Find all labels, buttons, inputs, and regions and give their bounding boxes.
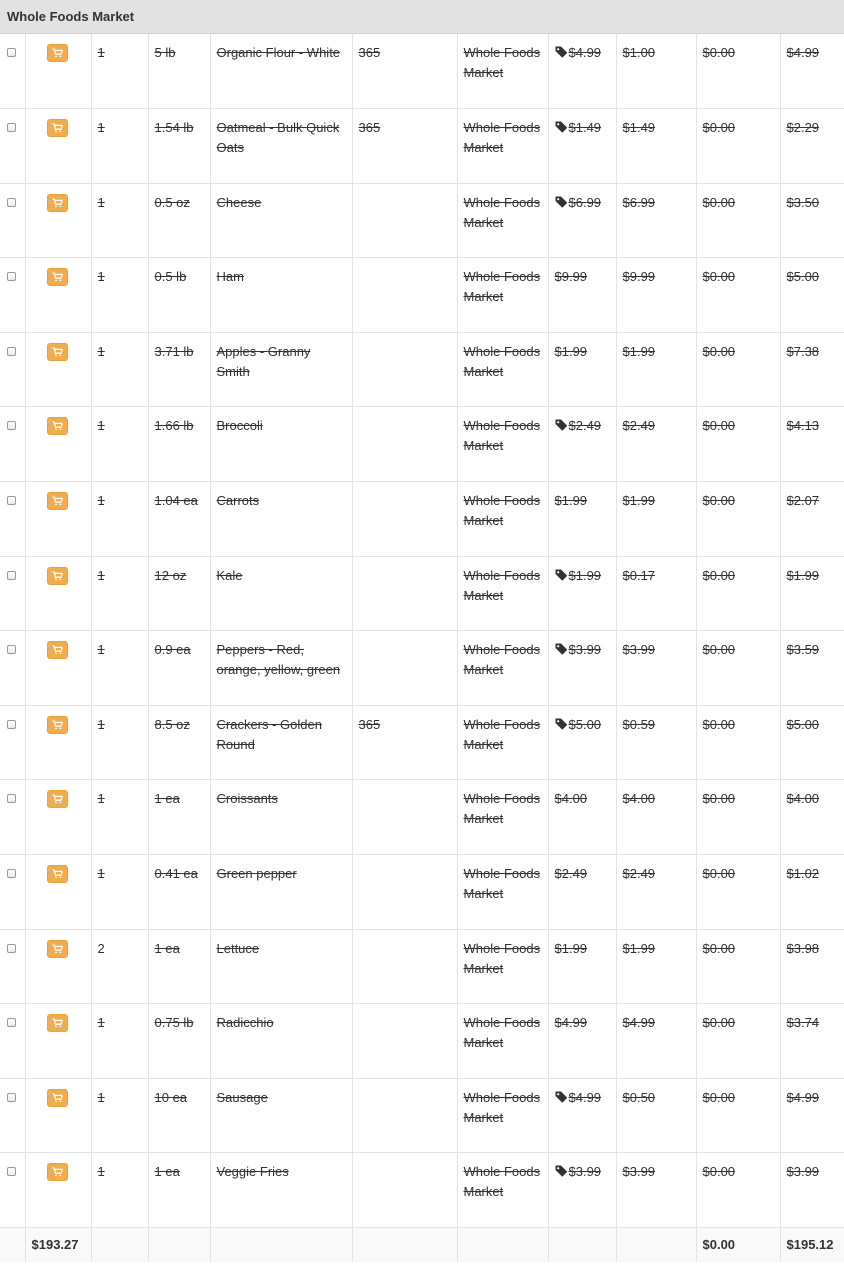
row-checkbox[interactable]: [7, 645, 16, 654]
item-quantity: 1: [97, 1164, 105, 1180]
item-name: Peppers - Red, orange, yellow, green: [216, 642, 341, 678]
item-size: 1 ea: [154, 1164, 180, 1180]
add-to-cart-button[interactable]: [47, 417, 68, 435]
add-to-cart-button[interactable]: [47, 1163, 68, 1181]
item-discount: $0.00: [702, 418, 736, 434]
item-store: Whole Foods Market: [463, 45, 541, 80]
table-row: [0, 1153, 844, 1228]
item-name: Sausage: [216, 1089, 268, 1105]
table-row: [0, 705, 844, 780]
discount-total-value: $0.00: [696, 1228, 780, 1262]
add-to-cart-button[interactable]: [47, 567, 68, 585]
item-store: Whole Foods Market: [463, 866, 541, 902]
table-row: [0, 258, 844, 333]
item-discount: $0.00: [702, 1164, 736, 1180]
add-to-cart-button[interactable]: [47, 194, 68, 212]
item-store: Whole Foods Market: [463, 1015, 541, 1051]
table-row: [0, 109, 844, 184]
item-price: $1.49: [568, 120, 602, 136]
item-name: Ham: [216, 269, 244, 285]
add-to-cart-button[interactable]: [47, 492, 68, 510]
item-quantity: 1: [97, 493, 105, 509]
table-row: [0, 407, 844, 482]
item-price: $1.99: [554, 940, 588, 956]
item-store: Whole Foods Market: [463, 1089, 541, 1125]
item-quantity: 1: [97, 567, 105, 583]
shopping-cart-icon: [52, 1167, 63, 1177]
add-to-cart-button[interactable]: [47, 343, 68, 361]
table-row: [0, 780, 844, 855]
item-name: Broccoli: [216, 418, 263, 434]
row-checkbox[interactable]: [7, 421, 16, 430]
item-size: 1 ea: [154, 791, 180, 807]
item-price: $4.00: [554, 791, 588, 807]
item-name: Carrots: [216, 493, 260, 509]
row-checkbox[interactable]: [7, 944, 16, 953]
item-name: Crackers - Golden Round: [216, 716, 322, 752]
table-row: [0, 332, 844, 407]
item-discount: $0.00: [702, 194, 736, 210]
row-checkbox[interactable]: [7, 1167, 16, 1176]
add-to-cart-button[interactable]: [47, 865, 68, 883]
item-discount: $0.00: [702, 45, 736, 60]
item-size: 1.54 lb: [154, 120, 194, 136]
shopping-cart-icon: [52, 1018, 63, 1028]
row-checkbox[interactable]: [7, 272, 16, 281]
item-quantity: 1: [97, 418, 105, 434]
row-checkbox[interactable]: [7, 1018, 16, 1027]
item-unit-price: $0.50: [622, 1089, 656, 1105]
add-to-cart-button[interactable]: [47, 716, 68, 734]
row-checkbox[interactable]: [7, 347, 16, 356]
row-checkbox[interactable]: [7, 123, 16, 132]
item-quantity: 1: [97, 1089, 105, 1105]
item-quantity: 1: [97, 1015, 105, 1031]
item-discount: $0.00: [702, 791, 736, 807]
price-tag-icon: [555, 46, 568, 58]
row-checkbox[interactable]: [7, 496, 16, 505]
shopping-cart-icon: [52, 720, 63, 730]
item-size: 0.75 lb: [154, 1015, 194, 1031]
table-row: [0, 482, 844, 557]
shopping-cart-icon: [52, 944, 63, 954]
row-checkbox[interactable]: [7, 720, 16, 729]
shopping-list-table: [0, 34, 844, 1262]
item-quantity: 2: [97, 940, 105, 956]
item-size: 1.04 ea: [154, 493, 198, 509]
item-store: Whole Foods Market: [463, 343, 541, 379]
item-unit-price: $1.00: [622, 45, 656, 60]
table-row: [0, 631, 844, 706]
table-row: [0, 929, 844, 1004]
item-discount: $0.00: [702, 1089, 736, 1105]
item-store: Whole Foods Market: [463, 940, 541, 976]
item-total: $1.99: [786, 567, 820, 583]
table-row: [0, 556, 844, 631]
item-unit-price: $4.99: [622, 1015, 656, 1031]
item-name: Organic Flour - White: [216, 45, 341, 60]
item-unit-price: $0.17: [622, 567, 656, 583]
shopping-cart-icon: [52, 571, 63, 581]
item-total: $5.00: [786, 716, 820, 732]
item-quantity: 1: [97, 866, 105, 882]
row-checkbox[interactable]: [7, 48, 16, 57]
shopping-cart-icon: [52, 48, 63, 58]
item-discount: $0.00: [702, 343, 736, 359]
item-unit-price: $1.49: [622, 120, 656, 136]
add-to-cart-button[interactable]: [47, 1014, 68, 1032]
item-store: Whole Foods Market: [463, 194, 541, 230]
item-price: $3.99: [568, 1164, 602, 1180]
row-checkbox[interactable]: [7, 198, 16, 207]
item-unit-price: $1.99: [622, 343, 656, 359]
item-size: 3.71 lb: [154, 343, 194, 359]
shopping-cart-icon: [52, 123, 63, 133]
item-size: 8.5 oz: [154, 716, 190, 732]
item-quantity: 1: [97, 642, 105, 658]
add-to-cart-button[interactable]: [47, 641, 68, 659]
item-discount: $0.00: [702, 642, 736, 658]
add-to-cart-button[interactable]: [47, 44, 68, 62]
item-unit-price: $6.99: [622, 194, 656, 210]
item-name: Apples - Granny Smith: [216, 343, 311, 379]
row-checkbox[interactable]: [7, 1093, 16, 1102]
item-unit-price: $2.49: [622, 418, 656, 434]
item-price: $6.99: [568, 194, 602, 210]
item-price: $1.99: [568, 567, 602, 583]
item-size: 5 lb: [154, 45, 176, 60]
item-brand: 365: [358, 120, 381, 136]
shopping-cart-icon: [52, 198, 63, 208]
item-quantity: 1: [97, 45, 105, 60]
store-name: Whole Foods Market: [7, 9, 135, 24]
item-size: 0.41 ea: [154, 866, 198, 882]
item-total: $3.98: [786, 940, 820, 956]
shopping-cart-icon: [52, 496, 63, 506]
price-tag-icon: [555, 643, 568, 655]
shopping-cart-icon: [52, 347, 63, 357]
item-name: Green pepper: [216, 866, 297, 882]
item-price: $4.99: [554, 1015, 588, 1031]
item-unit-price: $2.49: [622, 866, 656, 882]
item-total: $3.50: [786, 194, 820, 210]
item-quantity: 1: [97, 791, 105, 807]
price-tag-icon: [555, 419, 568, 431]
item-store: Whole Foods Market: [463, 1164, 541, 1200]
totals-row: [0, 1228, 844, 1262]
item-price: $1.99: [554, 343, 588, 359]
item-brand: 365: [358, 716, 381, 732]
table-row: [0, 34, 844, 109]
store-header: [0, 0, 844, 34]
item-price: $1.99: [554, 493, 588, 509]
grand-total-value: $195.12: [780, 1228, 844, 1262]
item-price: $2.49: [568, 418, 602, 434]
add-to-cart-button[interactable]: [47, 1089, 68, 1107]
item-total: $2.07: [786, 493, 820, 509]
item-total: $2.29: [786, 120, 820, 136]
price-tag-icon: [555, 1091, 568, 1103]
item-store: Whole Foods Market: [463, 567, 541, 603]
item-discount: $0.00: [702, 866, 736, 882]
item-discount: $0.00: [702, 716, 736, 732]
add-to-cart-button[interactable]: [47, 790, 68, 808]
item-name: Croissants: [216, 791, 278, 807]
item-unit-price: $9.99: [622, 269, 656, 285]
add-to-cart-button[interactable]: [47, 268, 68, 286]
table-row: [0, 183, 844, 258]
item-total: $4.00: [786, 791, 820, 807]
price-tag-icon: [555, 121, 568, 133]
item-price: $4.99: [568, 45, 602, 60]
item-store: Whole Foods Market: [463, 269, 541, 305]
shopping-cart-icon: [52, 421, 63, 431]
item-total: $4.13: [786, 418, 820, 434]
item-store: Whole Foods Market: [463, 791, 541, 827]
item-price: $3.99: [568, 642, 602, 658]
item-unit-price: $1.99: [622, 940, 656, 956]
item-quantity: 1: [97, 716, 105, 732]
item-name: Kale: [216, 567, 243, 583]
item-name: Cheese: [216, 194, 262, 210]
item-discount: $0.00: [702, 1015, 736, 1031]
item-total: $7.38: [786, 343, 820, 359]
row-checkbox[interactable]: [7, 794, 16, 803]
item-unit-price: $4.00: [622, 791, 656, 807]
price-tag-icon: [555, 196, 568, 208]
item-discount: $0.00: [702, 269, 736, 285]
item-size: 12 oz: [154, 567, 187, 583]
item-name: Radicchio: [216, 1015, 274, 1031]
item-total: $4.99: [786, 45, 820, 60]
item-total: $3.74: [786, 1015, 820, 1031]
add-to-cart-button[interactable]: [47, 940, 68, 958]
table-row: [0, 855, 844, 930]
item-total: $5.00: [786, 269, 820, 285]
item-total: $3.99: [786, 1164, 820, 1180]
item-discount: $0.00: [702, 567, 736, 583]
item-unit-price: $3.99: [622, 1164, 656, 1180]
item-price: $4.99: [568, 1089, 602, 1105]
item-size: 0.5 oz: [154, 194, 190, 210]
subtotal-value: $193.27: [25, 1228, 91, 1262]
item-name: Oatmeal - Bulk Quick Oats: [216, 120, 340, 156]
item-unit-price: $1.99: [622, 493, 656, 509]
item-brand: 365: [358, 45, 381, 60]
item-store: Whole Foods Market: [463, 120, 541, 156]
item-price: $2.49: [554, 866, 588, 882]
item-store: Whole Foods Market: [463, 493, 541, 529]
item-price: $5.00: [568, 716, 602, 732]
item-name: Veggie Fries: [216, 1164, 289, 1180]
item-total: $4.99: [786, 1089, 820, 1105]
item-size: 1.66 lb: [154, 418, 194, 434]
shopping-cart-icon: [52, 1093, 63, 1103]
price-tag-icon: [555, 569, 568, 581]
shopping-cart-icon: [52, 272, 63, 282]
shopping-cart-icon: [52, 645, 63, 655]
item-discount: $0.00: [702, 940, 736, 956]
item-size: 0.5 lb: [154, 269, 187, 285]
item-quantity: 1: [97, 269, 105, 285]
item-unit-price: $0.59: [622, 716, 656, 732]
shopping-cart-icon: [52, 869, 63, 879]
item-quantity: 1: [97, 194, 105, 210]
row-checkbox[interactable]: [7, 869, 16, 878]
add-to-cart-button[interactable]: [47, 119, 68, 137]
item-quantity: 1: [97, 120, 105, 136]
item-store: Whole Foods Market: [463, 716, 541, 752]
item-store: Whole Foods Market: [463, 418, 541, 454]
shopping-cart-icon: [52, 794, 63, 804]
price-tag-icon: [555, 1165, 568, 1177]
item-quantity: 1: [97, 343, 105, 359]
item-size: 1 ea: [154, 940, 180, 956]
item-price: $9.99: [554, 269, 588, 285]
item-name: Lettuce: [216, 940, 260, 956]
item-discount: $0.00: [702, 493, 736, 509]
item-unit-price: $3.99: [622, 642, 656, 658]
table-row: [0, 1078, 844, 1153]
item-size: 0.9 ea: [154, 642, 191, 658]
item-total: $3.59: [786, 642, 820, 658]
price-tag-icon: [555, 718, 568, 730]
item-discount: $0.00: [702, 120, 736, 136]
item-total: $1.02: [786, 866, 820, 882]
table-row: [0, 1004, 844, 1079]
item-store: Whole Foods Market: [463, 642, 541, 678]
item-size: 10 ea: [154, 1089, 188, 1105]
row-checkbox[interactable]: [7, 571, 16, 580]
